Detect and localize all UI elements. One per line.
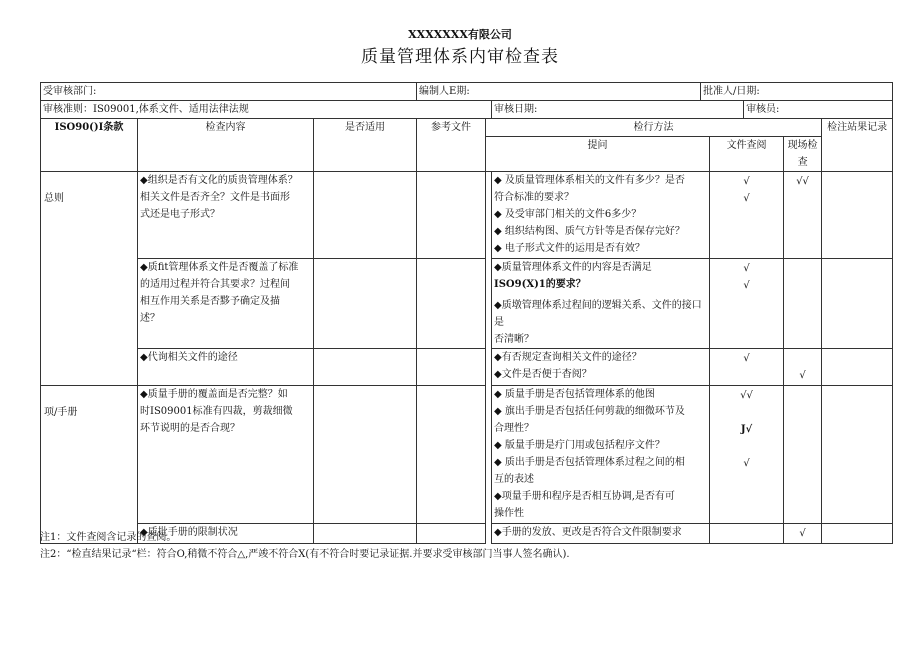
clause-cell: 总则 bbox=[41, 172, 138, 386]
note-1: 注1：文件查阅含记录的查阅。 bbox=[40, 532, 177, 543]
reference-cell bbox=[417, 172, 486, 259]
site-check-cell bbox=[784, 386, 822, 524]
applicable-cell bbox=[314, 259, 417, 349]
prompt-cell: ◆有否规定查询相关文件的途径？ ◆文件是否便于杳阅？ bbox=[492, 349, 710, 386]
result-cell bbox=[822, 386, 893, 524]
audit-date-field: 审核日期: bbox=[492, 101, 744, 119]
reference-cell bbox=[417, 259, 486, 349]
reference-cell bbox=[417, 386, 486, 524]
col-prompt: 提问 bbox=[486, 137, 710, 172]
site-check-cell: √√ bbox=[784, 172, 822, 259]
col-content: 检查内容 bbox=[138, 119, 314, 172]
col-clause: ISO90()I条款 bbox=[41, 119, 138, 172]
col-reference: 参考文件 bbox=[417, 119, 486, 172]
prompt-cell: ◆ 及质量管理体系相关的文件有多少？是否 符合标准的要求？ ◆ 及受审部门相关的文件6多少？ ◆ 组织结构图、质气方针等是否保存完好？ ◆ 电子形式文件的运用是否有效？ bbox=[492, 172, 710, 259]
note-2: 注2：“检直结果记录“栏：符合O,稍微不符合△,严竣不符合X(有不符合时要记录证据.并要求受审核部门当事人签名确认). bbox=[40, 549, 570, 560]
prompt-cell: ◆ 质量手册是否包括管理体系的他图 ◆ 旗出手册是否包括任何剪裁的细微环节及 合理性？ ◆ 版量手册是疔门用或包括程序文件？ ◆ 质出手册是否包括管理体系过程之间的相 互的表述 ◆项量手册和程序是否相互协调,是否有可 操作性 bbox=[492, 386, 710, 524]
result-cell bbox=[822, 172, 893, 259]
content-cell: ◆质量手册的覆盖面是否完整？如 时IS09001标准有四裁，剪裁细微 环节说明的是否合现？ bbox=[138, 386, 314, 524]
header-row-1 bbox=[41, 119, 893, 137]
checklist-table bbox=[40, 82, 893, 544]
applicable-cell bbox=[314, 386, 417, 524]
info-row-2 bbox=[41, 101, 893, 119]
clause-cell: 项/手册 bbox=[41, 386, 138, 544]
result-cell bbox=[822, 349, 893, 386]
notes bbox=[40, 529, 892, 563]
doc-check-cell: √√ J√ √ bbox=[710, 386, 784, 524]
col-site-check: 现场检查 bbox=[784, 137, 822, 172]
auditor-field: 审核员: bbox=[744, 101, 893, 119]
content-cell: ◆质批手册的限制状况 bbox=[138, 524, 314, 544]
col-method: 检行方法 bbox=[486, 119, 822, 137]
table-row bbox=[41, 349, 893, 386]
content-cell: ◆组织是否有文化的质贵管理体系？ 相关文件是否齐全？文件是书面形 式还是电子形式？ bbox=[138, 172, 314, 259]
prompt-cell: ◆质量管理体系文件的内容是否满足 ISO9(X)1的要求？ ◆质墩管理体系过程间的逻辑关系、文件的接口是 否清晰？ bbox=[492, 259, 710, 349]
site-check-cell bbox=[784, 259, 822, 349]
doc-check-cell: √ √ bbox=[710, 172, 784, 259]
site-check-cell: √ bbox=[784, 524, 822, 544]
col-applicable: 是否适用 bbox=[314, 119, 417, 172]
reference-cell bbox=[417, 349, 486, 386]
result-cell bbox=[822, 259, 893, 349]
table-row bbox=[41, 259, 893, 349]
table-row bbox=[41, 386, 893, 524]
dept-field: 受审核部门: bbox=[41, 83, 417, 101]
content-cell: ◆质fit管理体系文件是否覆盖了标准 的适用过程并符合其要求？过程间 相互作用关系是否黟予确定及描 述？ bbox=[138, 259, 314, 349]
col-result: 检注站果记录 bbox=[822, 119, 893, 172]
editor-field: 编制人E期: bbox=[417, 83, 701, 101]
doc-check-cell: √ bbox=[710, 349, 784, 386]
criteria-field: 审核准则：IS09001,体系文件、适用法律法规 bbox=[41, 101, 492, 119]
applicable-cell bbox=[314, 349, 417, 386]
prompt-cell: ◆手册的发放、更改是否符合文件限制要求 bbox=[492, 524, 710, 544]
doc-check-cell: √ √ bbox=[710, 259, 784, 349]
applicable-cell bbox=[314, 172, 417, 259]
content-cell: ◆代询相关文件的途径 bbox=[138, 349, 314, 386]
table-row bbox=[41, 172, 893, 259]
company-name: XXXXXXX有限公司 bbox=[408, 28, 512, 41]
approver-field: 批准人/日期: bbox=[701, 83, 893, 101]
info-row-1 bbox=[41, 83, 893, 101]
page-title: 质量管理体系内审检查表 bbox=[361, 47, 559, 67]
site-check-cell: √ bbox=[784, 349, 822, 386]
col-doc-check: 文件查阅 bbox=[710, 137, 784, 172]
